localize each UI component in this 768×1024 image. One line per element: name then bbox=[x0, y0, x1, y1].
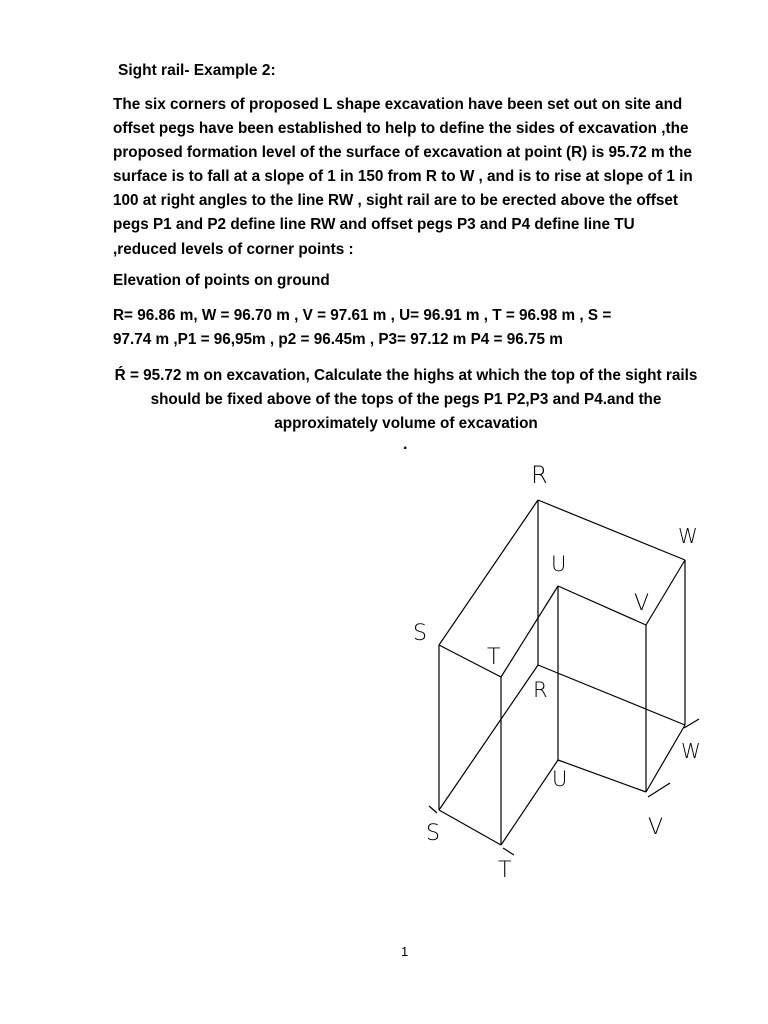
label-u-bottom: U bbox=[552, 767, 568, 791]
offset-tick-w bbox=[684, 719, 699, 728]
edge-s-r-top bbox=[439, 500, 538, 645]
stray-dot: . bbox=[403, 436, 408, 453]
question-line: should be fixed above of the tops of the pegs P1 P2,P3 and P4.and the bbox=[150, 391, 662, 408]
edge-v-u-bottom bbox=[558, 760, 646, 792]
offset-tick-v bbox=[648, 783, 670, 797]
edge-w-v-bottom bbox=[646, 725, 685, 792]
edge-t-s-bottom bbox=[439, 810, 501, 845]
problem-line: 100 at right angles to the line RW , sight rail are to be erected above the offset bbox=[113, 192, 678, 210]
page-number: 1 bbox=[401, 944, 409, 959]
edge-r-w-top bbox=[538, 500, 685, 560]
label-w-top: W bbox=[678, 524, 698, 548]
offset-tick-s bbox=[429, 806, 437, 813]
label-w-bottom: W bbox=[681, 739, 701, 763]
problem-line: surface is to fall at a slope of 1 in 150 from R to W , and is to rise at slope of 1 in bbox=[113, 168, 693, 186]
edge-s-r-bottom bbox=[439, 665, 538, 810]
elevation-values bbox=[113, 304, 703, 352]
example-heading: Sight rail- Example 2: bbox=[118, 62, 276, 79]
elevation-line: 97.74 m ,P1 = 96,95m , p2 = 96.45m , P3= 97.12 m P4 = 96.75 m bbox=[113, 331, 563, 349]
edge-u-t-bottom bbox=[501, 760, 558, 845]
label-u-top: U bbox=[551, 552, 567, 576]
label-s-bottom: S bbox=[426, 821, 440, 846]
edge-r-w-bottom bbox=[538, 665, 685, 725]
problem-line: ,reduced levels of corner points : bbox=[113, 240, 354, 258]
edge-v-u-top bbox=[558, 586, 646, 625]
question-text bbox=[106, 364, 706, 436]
label-r-top: R bbox=[531, 461, 548, 489]
question-line: Ŕ = 95.72 m on excavation, Calculate the highs at which the top of the sight rails bbox=[114, 367, 698, 384]
edge-u-t-top bbox=[501, 586, 558, 677]
question-line: approximately volume of excavation bbox=[274, 415, 538, 432]
problem-line: pegs P1 and P2 define line RW and offset pegs P3 and P4 define line TU bbox=[113, 216, 635, 234]
label-v-bottom: V bbox=[648, 815, 664, 840]
offset-tick-t bbox=[503, 848, 514, 855]
problem-statement bbox=[113, 93, 703, 262]
excavation-diagram bbox=[400, 455, 720, 885]
problem-line: offset pegs have been established to help to define the sides of excavation ,the bbox=[113, 120, 689, 138]
elevation-line: R= 96.86 m, W = 96.70 m , V = 97.61 m , U= 96.91 m , T = 96.98 m , S = bbox=[113, 307, 612, 324]
label-t-bottom: T bbox=[498, 858, 512, 883]
label-t-top: T bbox=[487, 645, 501, 670]
label-r-bottom: R bbox=[533, 678, 548, 702]
problem-line: The six corners of proposed L shape excavation have been set out on site and bbox=[113, 96, 683, 113]
label-v-top: V bbox=[634, 591, 650, 616]
elevation-subheading: Elevation of points on ground bbox=[113, 272, 330, 289]
label-s-top: S bbox=[413, 621, 427, 646]
problem-line: proposed formation level of the surface of excavation at point (R) is 95.72 m the bbox=[113, 144, 692, 162]
edge-w-v-top bbox=[646, 560, 685, 625]
